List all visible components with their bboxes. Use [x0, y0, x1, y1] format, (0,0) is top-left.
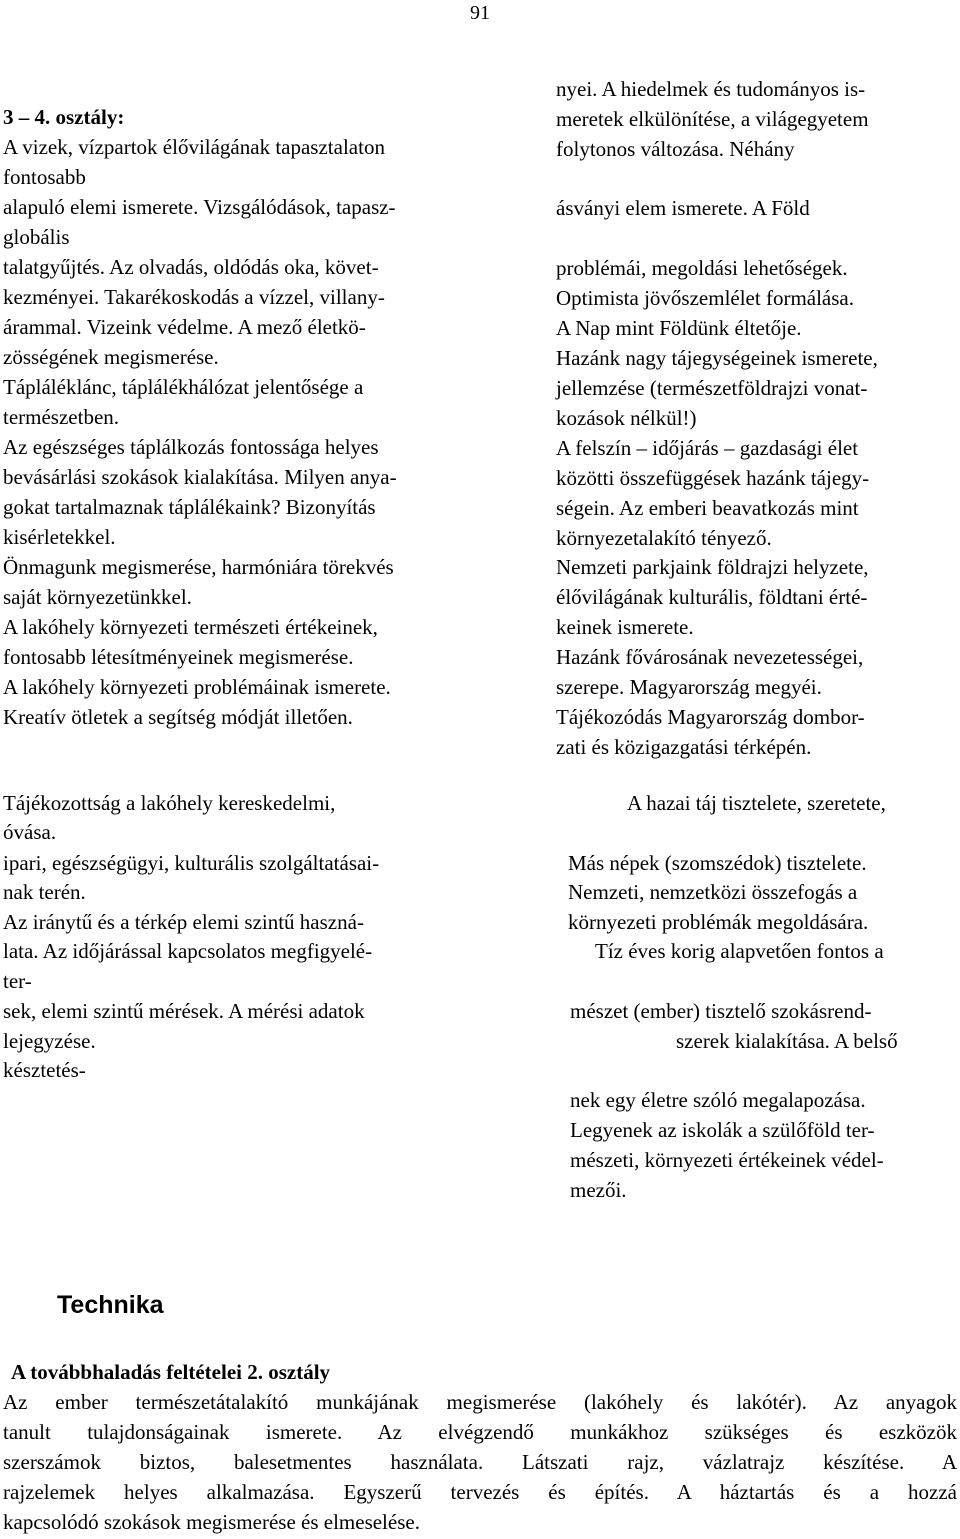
- text-line: árammal. Vizeink védelme. A mező életkö-: [3, 315, 366, 339]
- text-line: Optimista jövőszemlélet formálása.: [556, 286, 854, 310]
- text-line: ipari, egészségügyi, kulturális szolgáltatásai-: [3, 851, 380, 875]
- text-line: globális: [3, 225, 70, 249]
- text-line: fontosabb: [3, 165, 86, 189]
- text-line: környezeti problémák megoldására.: [568, 910, 869, 934]
- text-line: A vizek, vízpartok élővilágának tapasztalaton: [3, 135, 385, 159]
- text-line: sek, elemi szintű mérések. A mérési adatok: [3, 999, 365, 1023]
- text-line: jellemzése (természetföldrajzi vonat-: [556, 376, 868, 400]
- text-line: saját környezetünkkel.: [3, 585, 192, 609]
- text-line: mezői.: [570, 1178, 627, 1202]
- text-line: Hazánk fővárosának nevezetességei,: [556, 645, 864, 669]
- text-line: kisérletekkel.: [3, 525, 116, 549]
- text-line: Tíz éves korig alapvetően fontos a: [595, 939, 884, 963]
- text-line: A lakóhely környezeti természeti értékeinek,: [3, 615, 378, 639]
- text-line: óvása.: [3, 820, 57, 844]
- text-line: Nemzeti parkjaink földrajzi helyzete,: [556, 555, 869, 579]
- text-line: Kreatív ötletek a segítség módját illetően.: [3, 705, 353, 729]
- text-line: ségein. Az emberi beavatkozás mint: [556, 496, 859, 520]
- text-line: környezetalakító tényező.: [556, 526, 772, 550]
- text-line: meretek elkülönítése, a világegyetem: [556, 107, 869, 131]
- text-line: bevásárlási szokások kialakítása. Milyen anya-: [3, 465, 397, 489]
- text-line: nak terén.: [3, 880, 86, 904]
- text-line: A Nap mint Földünk éltetője.: [556, 316, 802, 340]
- text-line: problémái, megoldási lehetőségek.: [556, 256, 848, 280]
- text-line: fontosabb létesítményeinek megismerése.: [3, 645, 354, 669]
- text-line: mészet (ember) tisztelő szokásrend-: [570, 999, 872, 1023]
- grade-heading: 3 – 4. osztály:: [3, 105, 125, 129]
- text-line: szerek kialakítása. A belső: [676, 1029, 898, 1053]
- text-line: nyei. A hiedelmek és tudományos is-: [556, 77, 866, 101]
- page-number: 91: [470, 2, 490, 24]
- text-line: lata. Az időjárással kapcsolatos megfigyelé-: [3, 939, 373, 963]
- text-line: közötti összefüggések hazánk tájegy-: [556, 466, 870, 490]
- text-line: gokat tartalmaznak táplálékaink? Bizonyítás: [3, 495, 376, 519]
- paragraph-line: rajzelemek helyes alkalmazása. Egyszerű tervezés és építés. A háztartás és a hozzá: [3, 1480, 957, 1504]
- text-line: folytonos változása. Néhány: [556, 137, 795, 161]
- text-line: szerepe. Magyarország megyéi.: [556, 675, 822, 699]
- text-line: Az iránytű és a térkép elemi szintű haszná-: [3, 910, 364, 934]
- text-line: kezményei. Takarékoskodás a vízzel, villany-: [3, 285, 385, 309]
- text-line: Az egészséges táplálkozás fontossága helyes: [3, 435, 379, 459]
- text-line: Tájékozódás Magyarország dombor-: [556, 705, 865, 729]
- text-line: késztetés-: [3, 1058, 86, 1082]
- text-line: Más népek (szomszédok) tisztelete.: [568, 851, 867, 875]
- text-line: A hazai táj tisztelete, szeretete,: [627, 791, 886, 815]
- paragraph-line: kapcsolódó szokások megismerése és elmeselése.: [3, 1510, 420, 1534]
- text-line: zösségének megismerése.: [3, 345, 219, 369]
- section-heading: Technika: [57, 1291, 164, 1319]
- text-line: élővilágának kulturális, földtani érté-: [556, 585, 868, 609]
- text-line: keinek ismerete.: [556, 615, 694, 639]
- text-line: kozások nélkül!): [556, 406, 697, 430]
- text-line: talatgyűjtés. Az olvadás, oldódás oka, követ-: [3, 255, 379, 279]
- paragraph-line: tanult tulajdonságainak ismerete. Az elvégzendő munkákhoz szükséges és eszközök: [3, 1420, 957, 1444]
- text-line: ásványi elem ismerete. A Föld: [556, 196, 810, 220]
- subheading: A továbbhaladás feltételei 2. osztály: [11, 1360, 331, 1384]
- text-line: Tájékozottság a lakóhely kereskedelmi,: [3, 791, 336, 815]
- text-line: A felszín – időjárás – gazdasági élet: [556, 436, 859, 460]
- text-line: természetben.: [3, 405, 120, 429]
- text-line: zati és közigazgatási térképén.: [556, 735, 812, 759]
- text-line: Önmagunk megismerése, harmóniára törekvés: [3, 555, 394, 579]
- text-line: Legyenek az iskolák a szülőföld ter-: [570, 1118, 875, 1142]
- text-line: Nemzeti, nemzetközi összefogás a: [568, 880, 858, 904]
- paragraph-line: szerszámok biztos, balesetmentes használata. Látszati rajz, vázlatrajz készítése. A: [3, 1450, 957, 1474]
- text-line: ter-: [3, 969, 32, 993]
- text-line: nek egy életre szóló megalapozása.: [570, 1088, 866, 1112]
- text-line: Hazánk nagy tájegységeinek ismerete,: [556, 346, 878, 370]
- text-line: Tápláléklánc, táplálékhálózat jelentősége a: [3, 375, 364, 399]
- text-line: A lakóhely környezeti problémáinak ismerete.: [3, 675, 391, 699]
- text-line: alapuló elemi ismerete. Vizsgálódások, tapasz-: [3, 195, 396, 219]
- text-line: mészeti, környezeti értékeinek védel-: [570, 1148, 884, 1172]
- paragraph-line: Az ember természetátalakító munkájának megismerése (lakóhely és lakótér). Az anyagok: [3, 1390, 957, 1414]
- text-line: lejegyzése.: [3, 1029, 96, 1053]
